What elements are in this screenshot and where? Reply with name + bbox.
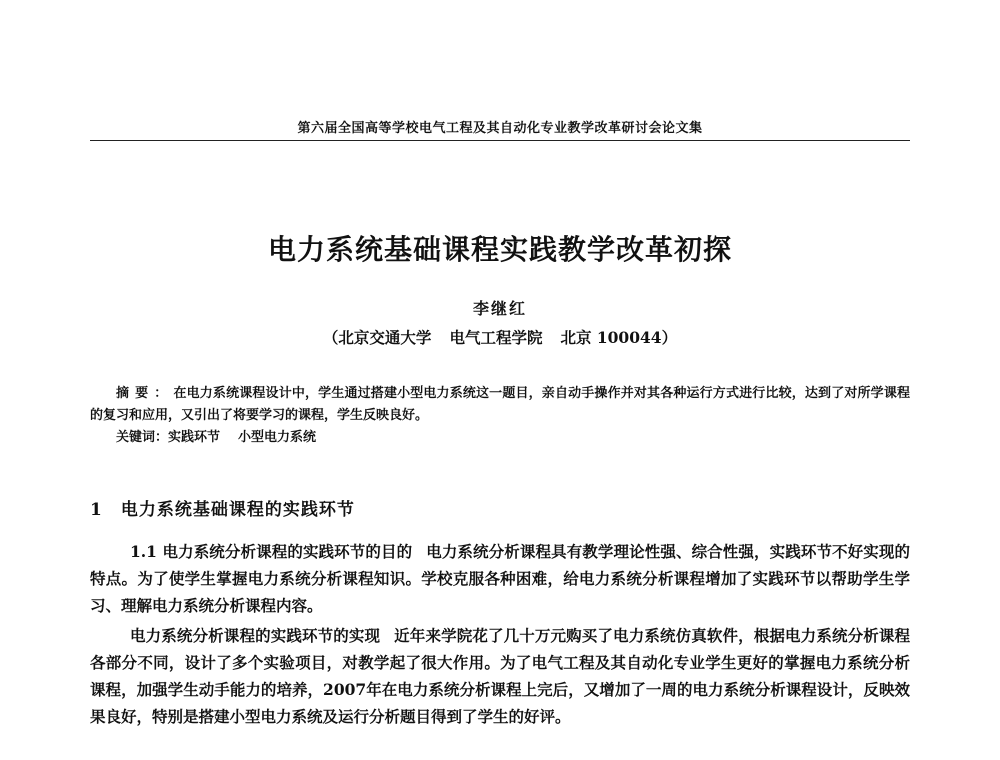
paragraph-text: 近年来学院花了几十万元购买了电力系统仿真软件，根据电力系统分析课程各部分不同，设计了多个实验项目，对教学起了很大作用。为了电气工程及其自动化专业学生更好的掌握电力系统分析课程，加强学生动手能力的培养，2007年在电力系统分析课程上完后，又增加了一周的电力系统分析课程设计，反映效果良好，特别是搭建小型电力系统及运行分析题目得到了学生的好评。 xyxy=(90,626,910,726)
author-name: 李继红 xyxy=(472,299,527,318)
body-paragraph xyxy=(90,538,910,619)
keyword-item: 小型电力系统 xyxy=(238,430,317,445)
body-paragraph xyxy=(90,622,910,730)
affiliation-department: 电气工程学院 xyxy=(449,328,543,347)
affiliation-close-paren: ） xyxy=(661,328,678,347)
affiliation-institution: 北京交通大学 xyxy=(338,328,432,347)
abstract xyxy=(90,383,910,427)
section-heading xyxy=(90,495,355,520)
keywords-label: 关键词： xyxy=(116,430,169,445)
paragraph-run-in-heading: 电力系统分析课程的实践环节的实现 xyxy=(130,626,381,645)
abstract-text: 在电力系统课程设计中，学生通过搭建小型电力系统这一题目，亲自动手操作并对其各种运行方式进行比较，达到了对所学课程的复习和应用，又引出了将要学习的课程，学生反映良好。 xyxy=(90,386,910,423)
section-title: 电力系统基础课程的实践环节 xyxy=(120,500,355,520)
affiliation-open-paren: （ xyxy=(322,328,339,347)
header-rule xyxy=(90,140,910,141)
section-number: 1 xyxy=(90,500,103,520)
abstract-label: 摘要： xyxy=(116,386,174,401)
running-header: 第六届全国高等学校电气工程及其自动化专业教学改革研讨会论文集 xyxy=(297,121,703,136)
affiliation-city-postcode: 北京 100044 xyxy=(560,328,662,347)
paragraph-run-in-heading: 1.1 电力系统分析课程的实践环节的目的 xyxy=(130,542,413,561)
keyword-item: 实践环节 xyxy=(168,430,221,445)
keywords xyxy=(116,427,316,449)
paper-title: 电力系统基础课程实践教学改革初探 xyxy=(267,233,732,266)
paragraph-text: 电力系统分析课程具有教学理论性强、综合性强，实践环节不好实现的特点。为了使学生掌握电力系统分析课程知识。学校克服各种困难，给电力系统分析课程增加了实践环节以帮助学生学习、理解电力系统分析课程内容。 xyxy=(90,542,910,615)
affiliation xyxy=(90,326,910,348)
